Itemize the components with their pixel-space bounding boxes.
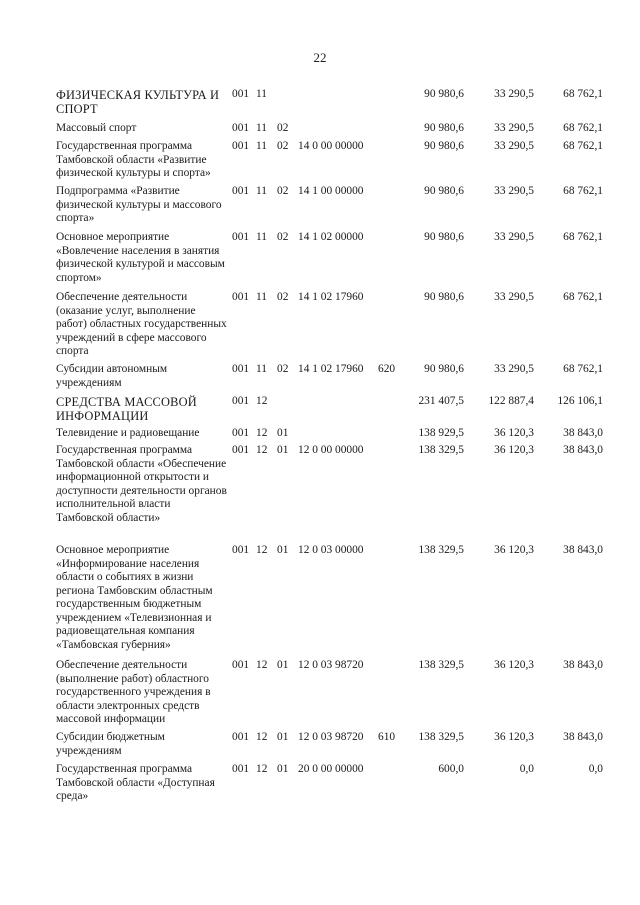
- table-row: [0, 291, 640, 363]
- amount-year-3: 68 762,1: [563, 231, 603, 243]
- target-article-code: 14 0 00 00000: [298, 140, 364, 152]
- table-row: [0, 544, 640, 659]
- section-code: 12: [256, 395, 268, 407]
- subsection-code: 02: [277, 122, 289, 134]
- amount-year-1: 138 329,5: [418, 731, 464, 743]
- table-row: [0, 122, 640, 140]
- subsection-code: 01: [277, 544, 289, 556]
- row-name: Государственная программа Тамбовской области «Развитие физической культуры и спорта»: [56, 140, 211, 179]
- target-article-code: 12 0 03 00000: [298, 544, 364, 556]
- section-code: 12: [256, 659, 268, 671]
- target-article-code: 20 0 00 00000: [298, 763, 364, 775]
- amount-year-3: 38 843,0: [563, 731, 603, 743]
- table-row: [0, 395, 640, 427]
- amount-year-3: 68 762,1: [563, 363, 603, 375]
- gov-code: 001: [232, 444, 250, 456]
- subsection-code: 01: [277, 444, 289, 456]
- row-name: Массовый спорт: [56, 122, 137, 134]
- amount-year-3: 38 843,0: [563, 444, 603, 456]
- table-row: [0, 88, 640, 122]
- amount-year-2: 33 290,5: [494, 88, 534, 100]
- amount-year-2: 0,0: [519, 763, 534, 775]
- amount-year-3: 68 762,1: [563, 185, 603, 197]
- section-code: 12: [256, 427, 268, 439]
- amount-year-2: 36 120,3: [494, 544, 534, 556]
- table-row: [0, 659, 640, 731]
- table-row: [0, 363, 640, 395]
- amount-year-3: 68 762,1: [563, 88, 603, 100]
- row-name: СРЕДСТВА МАССОВОЙ ИНФОРМАЦИИ: [56, 395, 197, 423]
- gov-code: 001: [232, 122, 250, 134]
- gov-code: 001: [232, 544, 250, 556]
- section-code: 11: [256, 140, 267, 152]
- row-name: Телевидение и радиовещание: [56, 427, 200, 439]
- table-row: [0, 731, 640, 763]
- gov-code: 001: [232, 763, 250, 775]
- table-row: [0, 140, 640, 185]
- gov-code: 001: [232, 427, 250, 439]
- amount-year-1: 90 980,6: [424, 140, 464, 152]
- amount-year-2: 122 887,4: [488, 395, 534, 407]
- table-row: [0, 763, 640, 809]
- gov-code: 001: [232, 731, 250, 743]
- amount-year-3: 38 843,0: [563, 544, 603, 556]
- gov-code: 001: [232, 185, 250, 197]
- subsection-code: 02: [277, 185, 289, 197]
- amount-year-1: 138 329,5: [418, 444, 464, 456]
- row-name: Субсидии бюджетным учреждениям: [56, 731, 165, 757]
- section-code: 11: [256, 363, 267, 375]
- amount-year-1: 138 329,5: [418, 544, 464, 556]
- gov-code: 001: [232, 291, 250, 303]
- amount-year-1: 90 980,6: [424, 122, 464, 134]
- amount-year-1: 138 929,5: [418, 427, 464, 439]
- target-article-code: 12 0 03 98720: [298, 659, 364, 671]
- row-name: Основное мероприятие «Информирование населения области о событиях в жизни региона Тамбовским областным государственным бюджетным учреждением «Телевизионная и радиовещательная компания «Тамбовская губерния»: [56, 544, 213, 651]
- subsection-code: 02: [277, 291, 289, 303]
- amount-year-2: 33 290,5: [494, 185, 534, 197]
- amount-year-2: 33 290,5: [494, 291, 534, 303]
- amount-year-2: 33 290,5: [494, 122, 534, 134]
- amount-year-2: 33 290,5: [494, 140, 534, 152]
- row-name: Государственная программа Тамбовской области «Доступная среда»: [56, 763, 215, 802]
- amount-year-3: 38 843,0: [563, 427, 603, 439]
- table-row: [0, 231, 640, 291]
- gov-code: 001: [232, 88, 250, 100]
- subsection-code: 01: [277, 763, 289, 775]
- subsection-code: 01: [277, 659, 289, 671]
- section-code: 11: [256, 88, 267, 100]
- amount-year-2: 33 290,5: [494, 231, 534, 243]
- amount-year-1: 90 980,6: [424, 363, 464, 375]
- row-name: Основное мероприятие «Вовлечение населения в занятия физической культурой и массовым спортом»: [56, 231, 225, 284]
- row-name: Государственная программа Тамбовской области «Обеспечение информационной открытости и доступности деятельности органов исполнительной власти Тамбовской области»: [56, 444, 227, 524]
- subsection-code: 02: [277, 363, 289, 375]
- amount-year-3: 126 106,1: [557, 395, 603, 407]
- gov-code: 001: [232, 659, 250, 671]
- amount-year-1: 138 329,5: [418, 659, 464, 671]
- gov-code: 001: [232, 231, 250, 243]
- target-article-code: 12 0 03 98720: [298, 731, 364, 743]
- section-code: 11: [256, 122, 267, 134]
- section-code: 12: [256, 731, 268, 743]
- amount-year-3: 38 843,0: [563, 659, 603, 671]
- amount-year-1: 231 407,5: [418, 395, 464, 407]
- subsection-code: 01: [277, 427, 289, 439]
- target-article-code: 12 0 00 00000: [298, 444, 364, 456]
- expense-type-code: 620: [378, 363, 396, 375]
- subsection-code: 01: [277, 731, 289, 743]
- row-name: Обеспечение деятельности (оказание услуг, выполнение работ) областных государственных учреждений в сфере массового спорта: [56, 291, 227, 357]
- row-name: Обеспечение деятельности (выполнение работ) областного государственного учреждения в области электронных средств массовой информации: [56, 659, 211, 725]
- amount-year-2: 36 120,3: [494, 427, 534, 439]
- subsection-code: 02: [277, 231, 289, 243]
- amount-year-2: 33 290,5: [494, 363, 534, 375]
- gov-code: 001: [232, 395, 250, 407]
- table-row: [0, 444, 640, 544]
- amount-year-3: 68 762,1: [563, 291, 603, 303]
- target-article-code: 14 1 02 17960: [298, 291, 364, 303]
- page-number: 22: [313, 50, 327, 65]
- section-code: 11: [256, 291, 267, 303]
- table-row: [0, 427, 640, 444]
- expense-type-code: 610: [378, 731, 396, 743]
- gov-code: 001: [232, 140, 250, 152]
- section-code: 11: [256, 231, 267, 243]
- table-row: [0, 185, 640, 231]
- amount-year-1: 90 980,6: [424, 88, 464, 100]
- amount-year-2: 36 120,3: [494, 659, 534, 671]
- section-code: 12: [256, 544, 268, 556]
- amount-year-3: 68 762,1: [563, 122, 603, 134]
- amount-year-1: 600,0: [438, 763, 464, 775]
- row-name: ФИЗИЧЕСКАЯ КУЛЬТУРА И СПОРТ: [56, 88, 220, 116]
- amount-year-1: 90 980,6: [424, 231, 464, 243]
- target-article-code: 14 1 02 17960: [298, 363, 364, 375]
- row-name: Субсидии автономным учреждениям: [56, 363, 168, 389]
- amount-year-3: 68 762,1: [563, 140, 603, 152]
- subsection-code: 02: [277, 140, 289, 152]
- amount-year-2: 36 120,3: [494, 444, 534, 456]
- amount-year-3: 0,0: [588, 763, 603, 775]
- gov-code: 001: [232, 363, 250, 375]
- target-article-code: 14 1 02 00000: [298, 231, 364, 243]
- amount-year-1: 90 980,6: [424, 291, 464, 303]
- target-article-code: 14 1 00 00000: [298, 185, 364, 197]
- section-code: 11: [256, 185, 267, 197]
- budget-table: [0, 88, 640, 809]
- amount-year-2: 36 120,3: [494, 731, 534, 743]
- row-name: Подпрограмма «Развитие физической культуры и массового спорта»: [56, 185, 222, 224]
- section-code: 12: [256, 763, 268, 775]
- section-code: 12: [256, 444, 268, 456]
- amount-year-1: 90 980,6: [424, 185, 464, 197]
